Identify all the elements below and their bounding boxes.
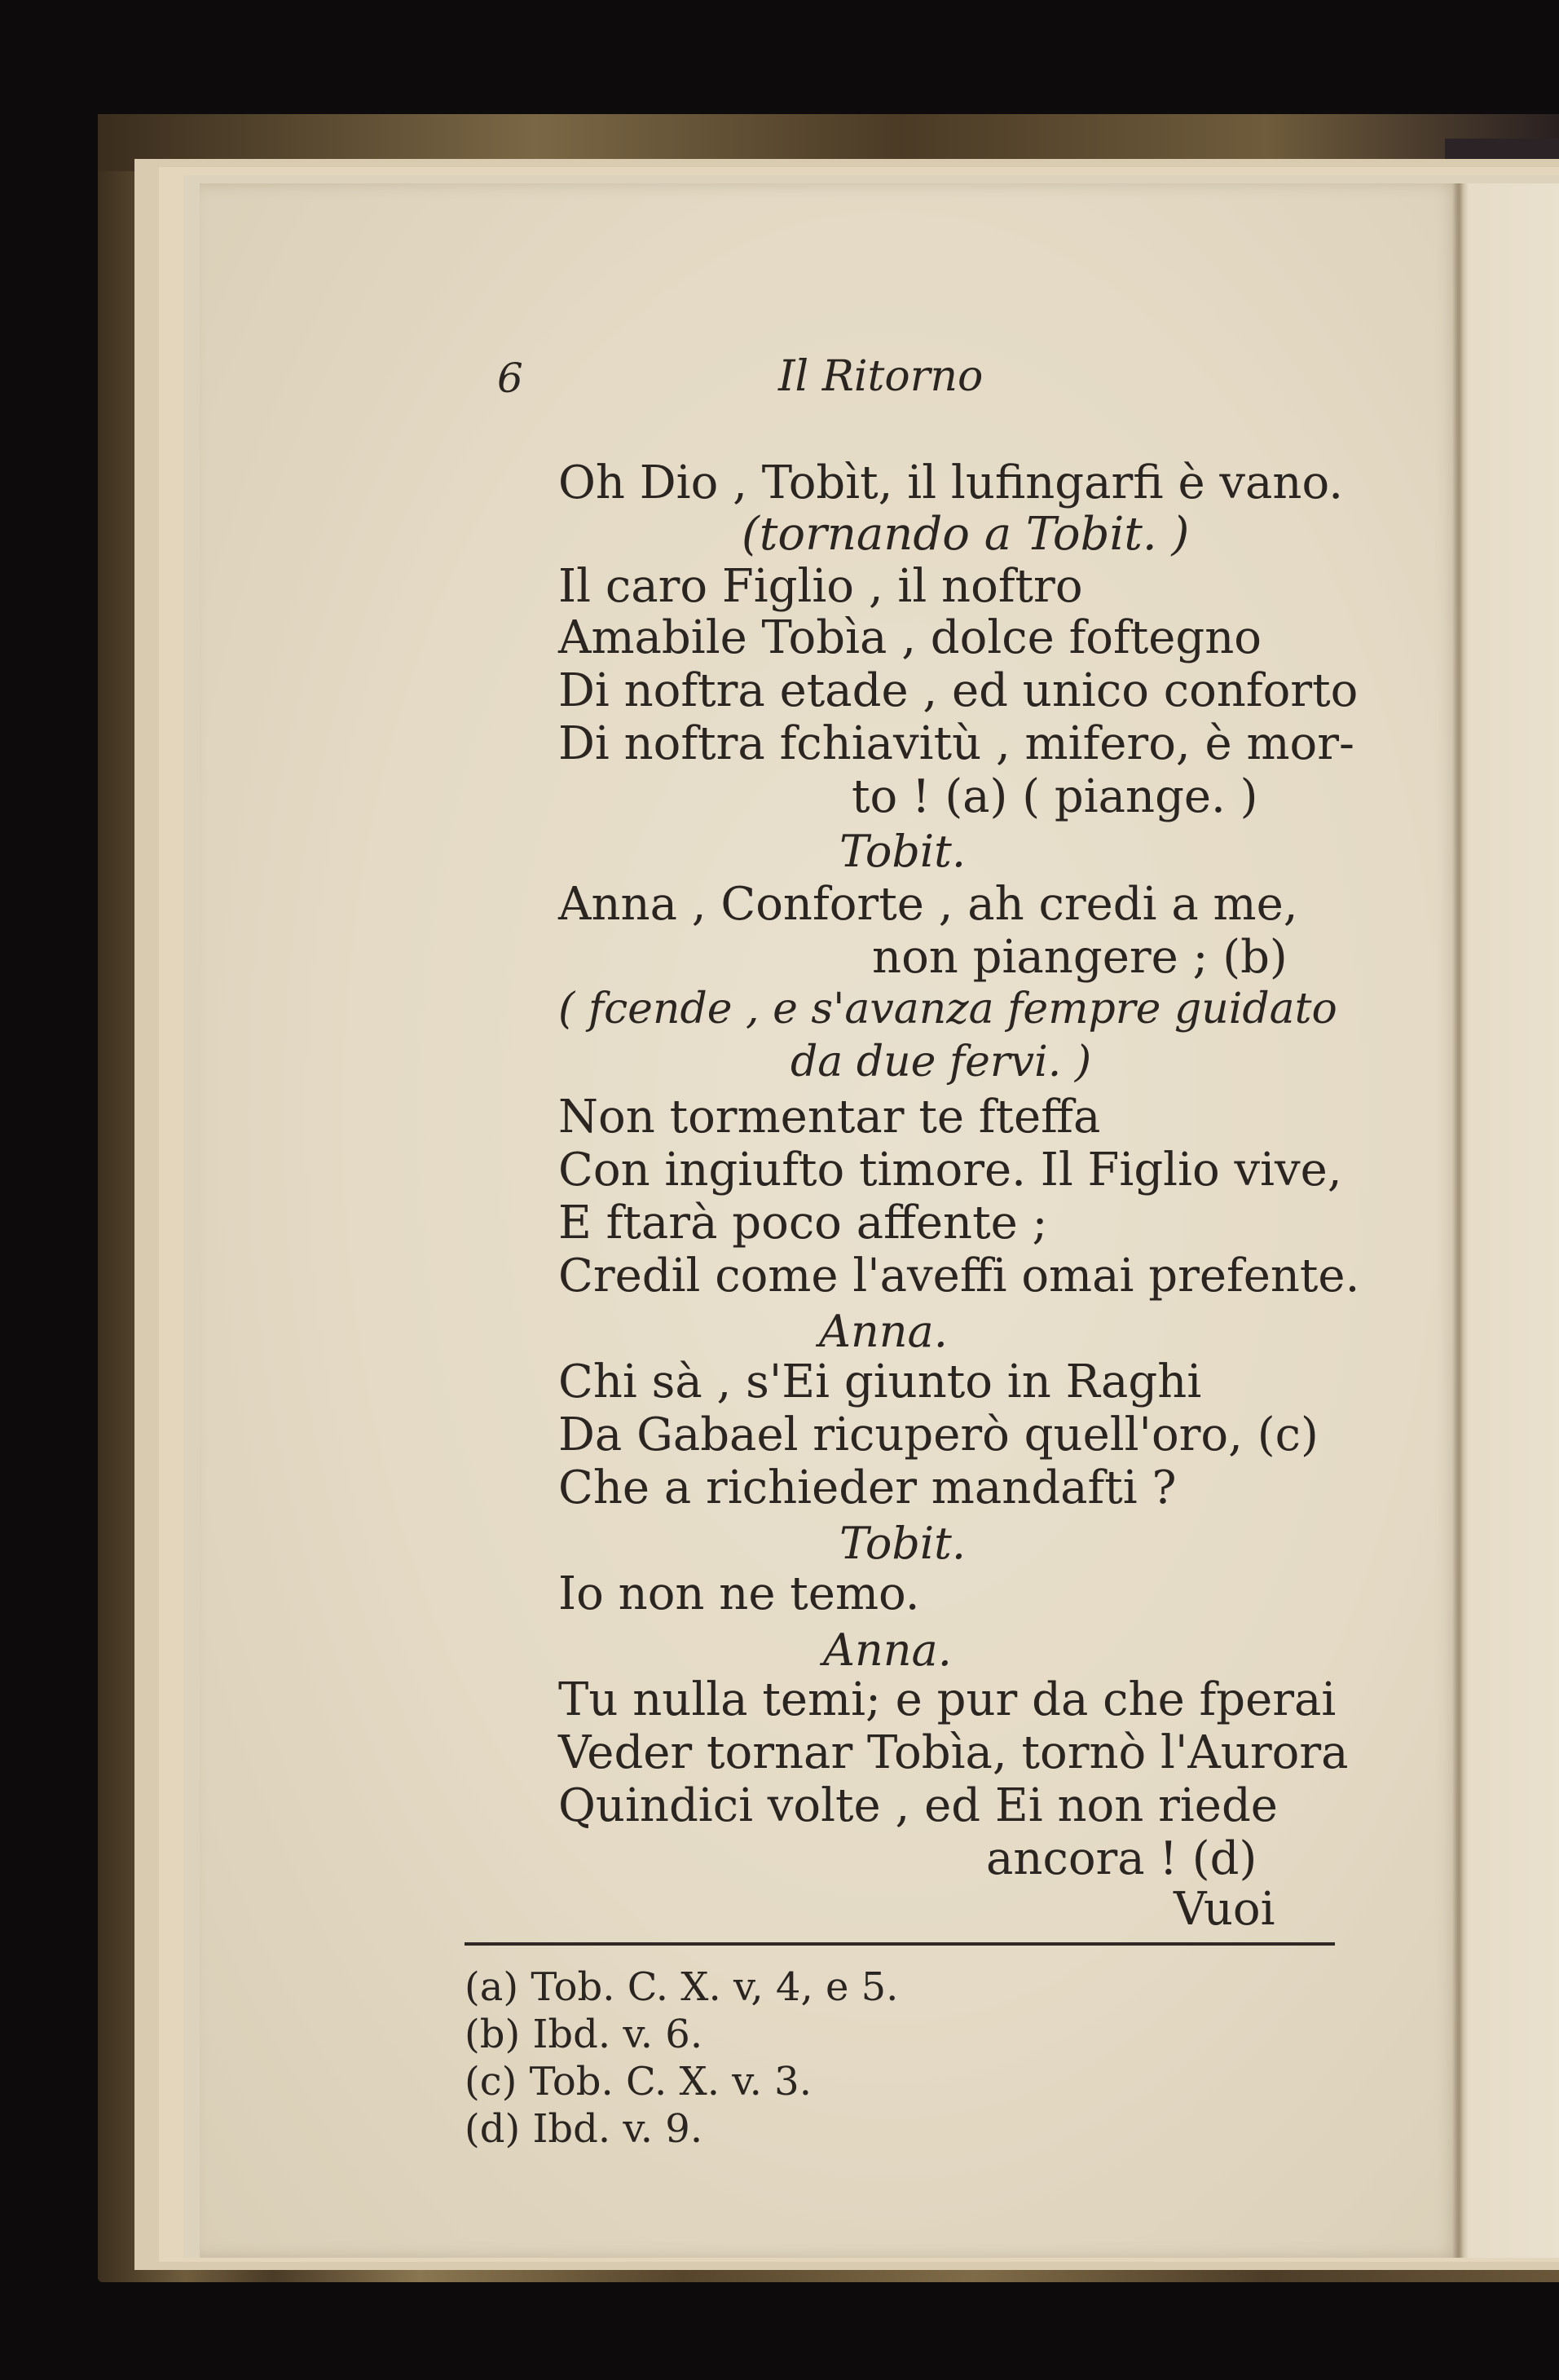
verse-line: Chi sà , s'Ei giunto in Raghi (558, 1355, 1202, 1408)
stage-direction: ( fcende , e s'avanza fempre guidato (558, 985, 1337, 1034)
verse-line: Di noftra fchiavitù , mifero, è mor- (558, 717, 1354, 770)
catchword: Vuoi (1174, 1883, 1275, 1936)
verse-line: Veder tornar Tobìa, tornò l'Aurora (558, 1726, 1349, 1779)
verse-line: Credil come l'aveffi omai prefente. (558, 1250, 1360, 1302)
speaker-name: Anna. (819, 1306, 948, 1357)
verse-line-continuation: to ! (a) ( piange. ) (852, 770, 1258, 823)
verse-line: Io non ne temo. (558, 1567, 920, 1620)
speaker-name: Tobit. (839, 1518, 967, 1569)
speaker-name: Anna. (823, 1624, 952, 1676)
verse-line: Amabile Tobìa , dolce foftegno (558, 611, 1262, 664)
verse-line: Di noftra etade , ed unico conforto (558, 664, 1359, 717)
verse-line: Non tormentar te fteffa (558, 1091, 1101, 1144)
speaker-name: Tobit. (839, 826, 967, 877)
footnote: (c) Tob. C. X. v. 3. (465, 2059, 812, 2105)
verse-line: Quindici volte , ed Ei non riede (558, 1779, 1278, 1832)
verse-line: Tu nulla temi; e pur da che fperai (558, 1673, 1337, 1726)
stage-direction: da due fervi. ) (791, 1038, 1092, 1086)
stage-direction: (tornando a Tobit. ) (742, 508, 1190, 561)
verse-line: Anna , Conforte , ah credi a me, (558, 878, 1298, 931)
page-gutter (1452, 183, 1464, 2258)
facing-page-edge (1459, 183, 1559, 2258)
verse-line: Oh Dio , Tobìt, il lufingarfi è vano. (558, 456, 1344, 509)
verse-line: Che a richieder mandafti ? (558, 1461, 1177, 1514)
page-number: 6 (497, 355, 523, 402)
footnote: (a) Tob. C. X. v, 4, e 5. (465, 1964, 899, 2010)
footnote: (b) Ibd. v. 6. (465, 2012, 703, 2057)
verse-line: E ftarà poco affente ; (558, 1197, 1048, 1250)
verse-line: Da Gabael ricuperò quell'oro, (c) (558, 1408, 1319, 1461)
footnote: (d) Ibd. v. 9. (465, 2106, 703, 2152)
footnote-rule (465, 1942, 1335, 1946)
verse-line-continuation: non piangere ; (b) (872, 931, 1288, 984)
verse-line: Con ingiufto timore. Il Figlio vive, (558, 1144, 1342, 1197)
running-head: Il Ritorno (778, 352, 984, 401)
verse-line-continuation: ancora ! (d) (986, 1832, 1257, 1885)
verse-line: Il caro Figlio , il noftro (558, 560, 1083, 613)
